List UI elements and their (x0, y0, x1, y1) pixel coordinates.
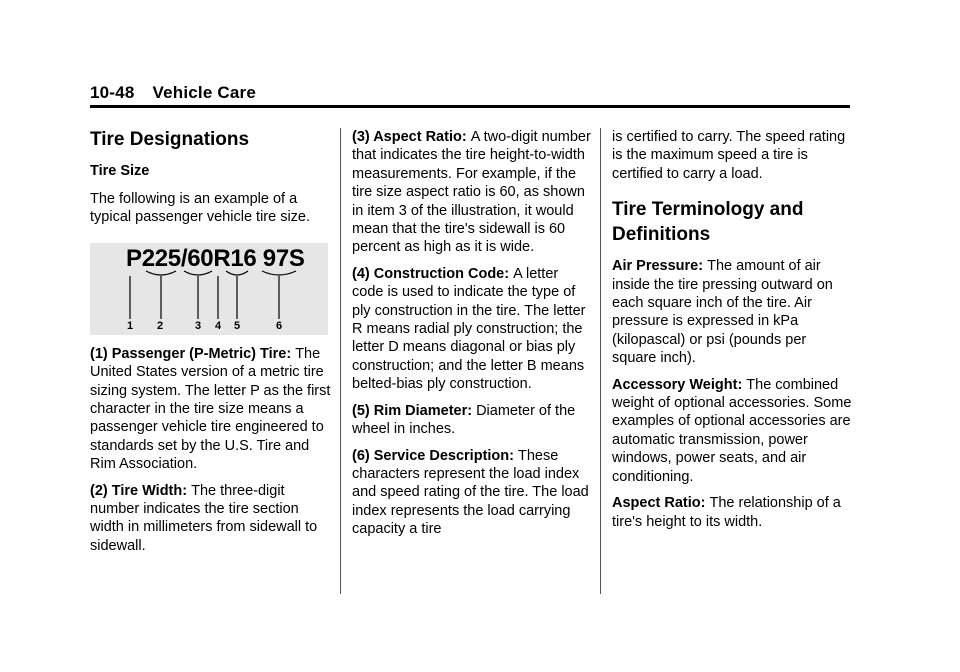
callout-number-6: 6 (276, 319, 283, 332)
definition-air-pressure: Air Pressure: The amount of air inside the tire pressing outward on each square inch of the tire. Air pressure is expressed in kPa (kilopascal) or psi (pounds per square inch). (612, 258, 833, 367)
tire-size-code: P225/60R16 97S (126, 244, 305, 272)
intro-paragraph: The following is an example of a typical passenger vehicle tire size. (90, 191, 311, 226)
definition-accessory-weight: Accessory Weight: The combined weight of optional accessories. Some examples of optional accessories are automatic transmission, power windows, power seats, and air conditioning. (612, 376, 852, 485)
callout-number-4: 4 (215, 319, 222, 332)
column-2 (352, 128, 592, 539)
page-header (90, 82, 850, 104)
callout-brace-6 (262, 271, 296, 275)
definition-tire-width: (2) Tire Width: The three-digit number indicates the tire section width in millimeters from sidewall to sidewall. (90, 482, 318, 554)
term-label: (2) Tire Width (90, 482, 183, 499)
header-rule (90, 105, 850, 108)
definition-passenger-tire: (1) Passenger (P-Metric) Tire: The United States version of a metric tire sizing system. The letter P as the first character in the tire size means a passenger vehicle tire engineered to standards set by the U.S. Tire and Rim Association. (90, 345, 331, 473)
callout-brace-5 (226, 271, 248, 275)
callout-brace-3 (184, 271, 212, 275)
callout-lines (90, 243, 328, 335)
column-3 (612, 128, 852, 531)
callout-number-2: 2 (157, 319, 164, 332)
callout-number-3: 3 (195, 319, 202, 332)
continued-paragraph: is certified to carry. The speed rating is the maximum speed a tire is certified to carry a load. (612, 129, 846, 182)
callout-number-1: 1 (127, 319, 134, 332)
definition-aspect-ratio: (3) Aspect Ratio: A two-digit number that indicates the tire height-to-width measurements. For example, if the tire size aspect ratio is 60, as shown in item 3 of the illustration, it would mean that the tire's sidewall is 60 percent as high as it is wide. (352, 129, 591, 256)
section-title-terminology: Tire Terminology and Definitions (612, 199, 804, 246)
definition-construction-code: (4) Construction Code: A letter code is used to indicate the type of ply construction in the tire. The letter R means radial ply construction; the letter D means diagonal or bias ply construction; and the letter B means belted-bias ply construction. (352, 265, 586, 393)
subhead-tire-size: Tire Size (90, 163, 150, 179)
section-title-tire-designations: Tire Designations (90, 129, 250, 150)
column-divider-2 (600, 128, 601, 594)
callout-number-5: 5 (234, 319, 241, 332)
header-section: Vehicle Care (152, 83, 257, 102)
column-divider-1 (340, 128, 341, 594)
definition-aspect-ratio-term: Aspect Ratio: The relationship of a tire's height to its width. (612, 495, 841, 530)
callout-brace-2 (146, 271, 176, 275)
term-label: (1) Passenger (P-Metric) Tire (90, 345, 287, 362)
tire-size-illustration (90, 243, 328, 335)
page-number: 10-48 (90, 83, 135, 102)
definition-rim-diameter: (5) Rim Diameter: Diameter of the wheel in inches. (352, 402, 576, 438)
definition-service-description: (6) Service Description: These characters represent the load index and speed rating of the tire. The load index represents the load carrying capacity a tire (352, 447, 589, 538)
header-text (90, 82, 850, 104)
column-1 (90, 128, 332, 555)
